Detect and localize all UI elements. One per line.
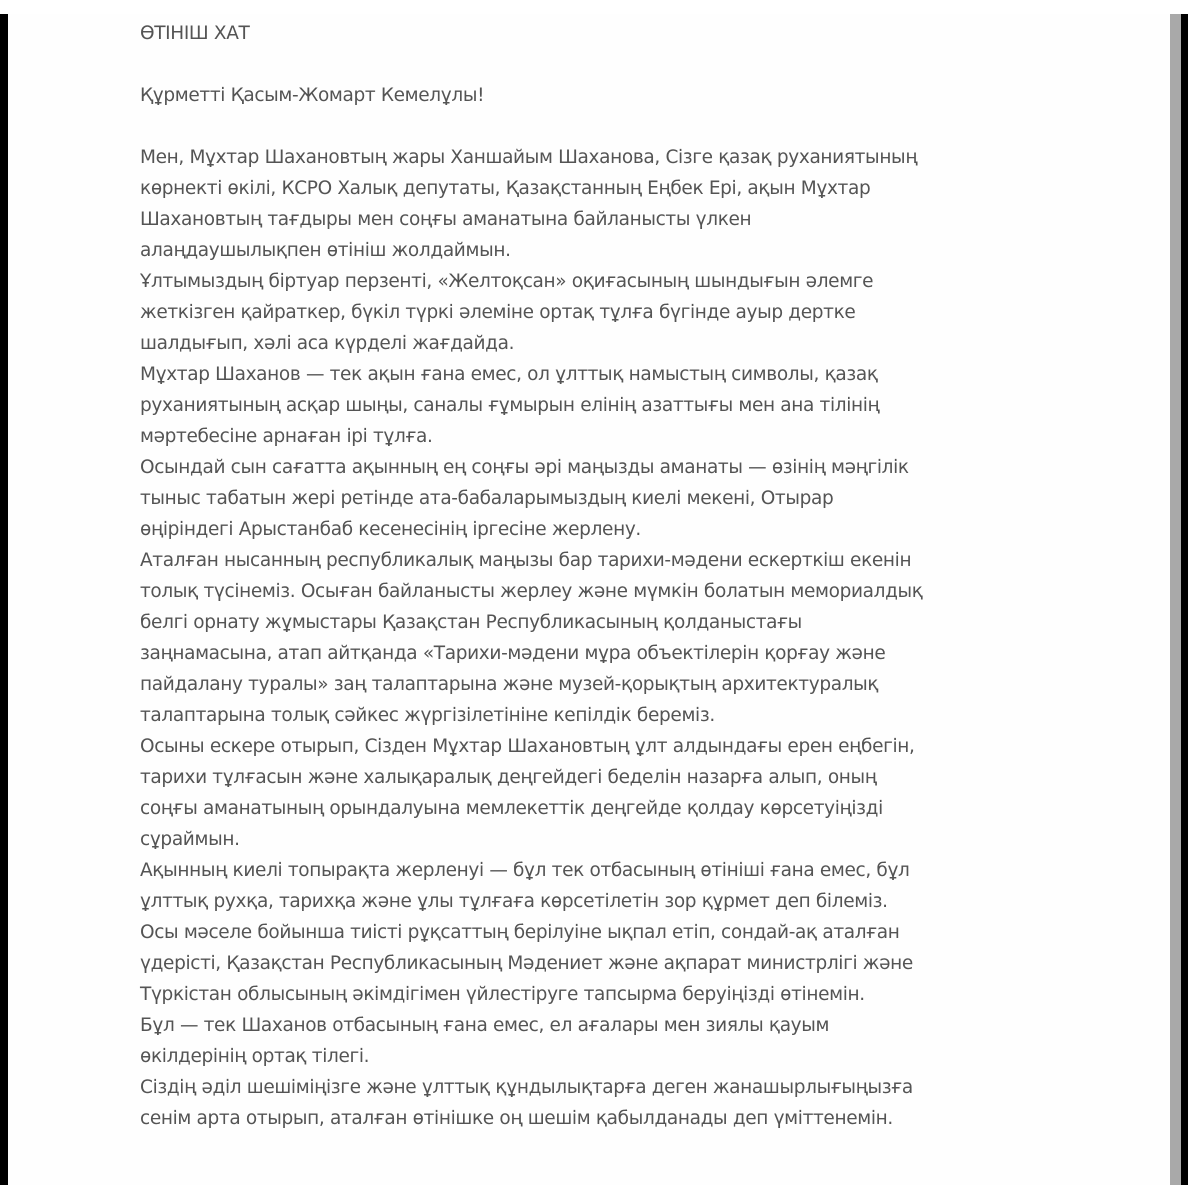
letter-title: ӨТІНІШ ХАТ <box>140 23 250 44</box>
letter-line: белгі орнату жұмыстары Қазақстан Республикасының қолданыстағы <box>140 612 802 633</box>
letter-line: сұраймын. <box>140 829 240 850</box>
letter-line: толық түсінеміз. Осыған байланысты жерлеу және мүмкін болатын мемориалдық <box>140 581 923 602</box>
letter-line: Түркістан облысының әкімдігімен үйлестіруге тапсырма беруіңізді өтінемін. <box>140 984 865 1005</box>
letter-line: тарихи тұлғасын және халықаралық деңгейдегі беделін назарға алып, оның <box>140 767 877 788</box>
letter-line: Шахановтың тағдыры мен соңғы аманатына байланысты үлкен <box>140 209 752 230</box>
letter-line: көрнекті өкілі, КСРО Халық депутаты, Қазақстанның Еңбек Ері, ақын Мұхтар <box>140 178 871 199</box>
letter-line: шалдығып, хәлі аса күрделі жағдайда. <box>140 333 515 354</box>
letter-line: Мен, Мұхтар Шахановтың жары Ханшайым Шаханова, Сізге қазақ руханиятының <box>140 147 918 168</box>
letter-line: өңіріндегі Арыстанбаб кесенесінің іргесіне жерлену. <box>140 519 641 540</box>
letter-line: алаңдаушылықпен өтініш жолдаймын. <box>140 240 511 261</box>
letter-line: сенім арта отырып, аталған өтінішке оң шешім қабылданады деп үміттенемін. <box>140 1108 893 1129</box>
letter-line: соңғы аманатының орындалуына мемлекеттік деңгейде қолдау көрсетуіңізді <box>140 798 883 819</box>
letter-body <box>140 142 1040 1134</box>
letter-line: талаптарына толық сәйкес жүргізілетініне кепілдік береміз. <box>140 705 715 726</box>
letter-line: заңнамасына, атап айтқанда «Тарихи-мәдени мұра объектілерін қорғау және <box>140 643 886 664</box>
letter-content <box>140 18 1040 1134</box>
letter-line: Мұхтар Шаханов — тек ақын ғана емес, ол ұлттық намыстың символы, қазақ <box>140 364 878 385</box>
left-frame-border <box>0 14 8 1185</box>
letter-salutation: Құрметті Қасым-Жомарт Кемелұлы! <box>140 85 485 106</box>
letter-line: тыныс табатын жері ретінде ата-бабаларымыздың киелі мекені, Отырар <box>140 488 834 509</box>
letter-line: мәртебесіне арнаған ірі тұлға. <box>140 426 433 447</box>
letter-line: Аталған нысанның республикалық маңызы бар тарихи-мәдени ескерткіш екенін <box>140 550 912 571</box>
letter-line: ұлттық рухқа, тарихқа және ұлы тұлғаға көрсетілетін зор құрмет деп білеміз. <box>140 891 888 912</box>
letter-line: жеткізген қайраткер, бүкіл түркі әлеміне ортақ тұлға бүгінде ауыр дертке <box>140 302 856 323</box>
letter-line: Ақынның киелі топырақта жерленуі — бұл тек отбасының өтініші ғана емес, бұл <box>140 860 910 881</box>
letter-line: өкілдерінің ортақ тілегі. <box>140 1046 370 1067</box>
letter-line: пайдалану туралы» заң талаптарына және музей-қорықтың архитектуралық <box>140 674 879 695</box>
letter-line: Ұлтымыздың біртуар перзенті, «Желтоқсан» оқиғасының шындығын әлемге <box>140 271 874 292</box>
letter-line: руханиятының асқар шыңы, саналы ғұмырын елінің азаттығы мен ана тілінің <box>140 395 880 416</box>
letter-line: Сіздің әділ шешіміңізге және ұлттық құндылықтарға деген жанашырлығыңызға <box>140 1077 913 1098</box>
letter-line: Осыны ескере отырып, Сізден Мұхтар Шахановтың ұлт алдындағы ерен еңбегін, <box>140 736 915 757</box>
letter-line: Осы мәселе бойынша тиісті рұқсаттың берілуіне ықпал етіп, сондай-ақ аталған <box>140 922 900 943</box>
letter-line: Бұл — тек Шаханов отбасының ғана емес, ел ағалары мен зиялы қауым <box>140 1015 830 1036</box>
right-grey-border <box>1170 14 1181 1185</box>
right-frame-border <box>1181 14 1188 1185</box>
letter-line: Осындай сын сағатта ақынның ең соңғы әрі маңызды аманаты — өзінің мәңгілік <box>140 457 909 478</box>
letter-line: үдерісті, Қазақстан Республикасының Мәдениет және ақпарат министрлігі және <box>140 953 913 974</box>
